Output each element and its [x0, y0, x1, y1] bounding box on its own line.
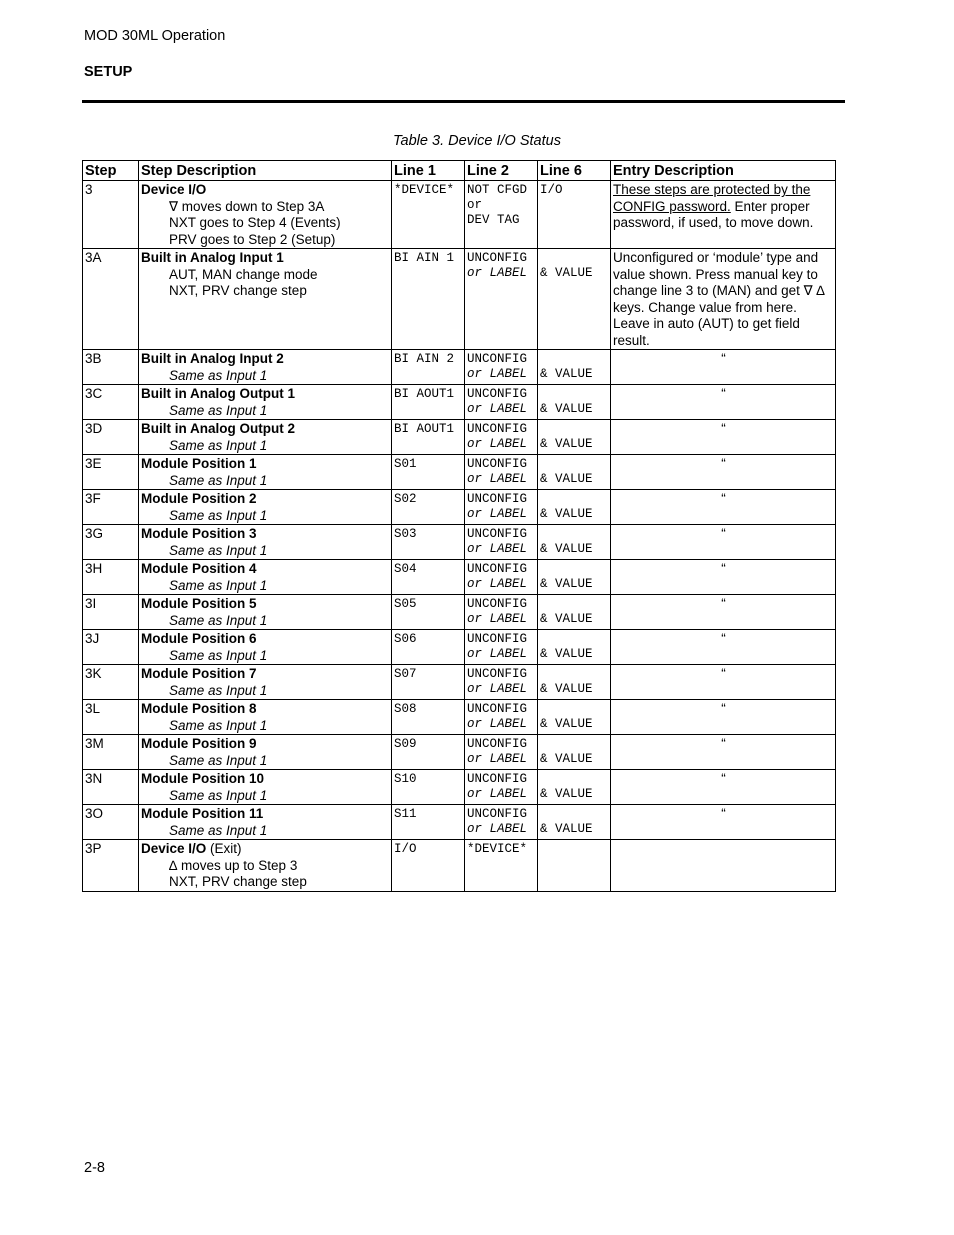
step-title — [141, 456, 390, 473]
step-title-text: Built in Analog Input 1 — [141, 250, 284, 265]
line1-cell: S09 — [392, 735, 465, 770]
entry-text: “ — [721, 736, 726, 751]
step-description-cell — [139, 420, 392, 455]
line6-cell: & VALUE — [538, 560, 611, 595]
line6-cell: & VALUE — [538, 385, 611, 420]
step-cell: 3M — [83, 735, 139, 770]
line2-cell — [465, 770, 538, 805]
line2-text: or LABEL — [467, 612, 528, 626]
line2-text: UNCONFIG — [467, 632, 528, 646]
step-cell: 3H — [83, 560, 139, 595]
step-description-cell — [139, 385, 392, 420]
table-row — [83, 840, 836, 892]
table-row — [83, 249, 836, 350]
line2-text: or LABEL — [467, 472, 528, 486]
line1-cell: S04 — [392, 560, 465, 595]
line2-text: or LABEL — [467, 787, 528, 801]
table-row — [83, 420, 836, 455]
step-description-cell — [139, 181, 392, 249]
line2-cell — [465, 350, 538, 385]
line2-cell — [465, 560, 538, 595]
step-title-text: Module Position 2 — [141, 491, 257, 506]
step-subline: Same as Input 1 — [169, 367, 268, 383]
step-subline: NXT, PRV change step — [169, 283, 307, 298]
table-caption: Table 3. Device I/O Status — [393, 133, 561, 149]
step-cell: 3A — [83, 249, 139, 350]
line2-cell — [465, 595, 538, 630]
line1-cell: S03 — [392, 525, 465, 560]
step-subline: Same as Input 1 — [169, 717, 268, 733]
entry-description-cell — [611, 249, 836, 350]
step-title — [141, 421, 390, 438]
column-header: Step Description — [139, 161, 392, 181]
entry-text: “ — [721, 701, 726, 716]
column-header: Line 1 — [392, 161, 465, 181]
line6-cell: & VALUE — [538, 735, 611, 770]
table-row — [83, 595, 836, 630]
step-title — [141, 526, 390, 543]
step-description-cell — [139, 525, 392, 560]
step-title-text: Module Position 5 — [141, 596, 257, 611]
line2-text: UNCONFIG — [467, 422, 528, 436]
entry-text: Unconfigured or ‘module’ type and value shown. Press manual key to change line 3 to (MAN) and get ∇ ∆ keys. Change value from here. Leave in auto (AUT) to get field result. — [613, 250, 825, 348]
entry-description-cell — [611, 805, 836, 840]
line2-cell — [465, 420, 538, 455]
step-cell: 3F — [83, 490, 139, 525]
table-row — [83, 350, 836, 385]
line2-text: UNCONFIG — [467, 251, 528, 265]
step-title-text: Module Position 8 — [141, 701, 257, 716]
table-row — [83, 385, 836, 420]
step-description-cell — [139, 560, 392, 595]
step-subline: Same as Input 1 — [169, 752, 268, 768]
table-row — [83, 665, 836, 700]
step-subline: Same as Input 1 — [169, 787, 268, 803]
line1-cell: S07 — [392, 665, 465, 700]
entry-description-cell — [611, 630, 836, 665]
table-row — [83, 525, 836, 560]
line1-cell: S01 — [392, 455, 465, 490]
entry-text: “ — [721, 666, 726, 681]
line2-text: or LABEL — [467, 507, 528, 521]
step-title — [141, 701, 390, 718]
step-title — [141, 182, 390, 199]
step-cell: 3J — [83, 630, 139, 665]
line6-cell: & VALUE — [538, 420, 611, 455]
line2-cell — [465, 455, 538, 490]
table-row — [83, 735, 836, 770]
entry-description-cell — [611, 735, 836, 770]
step-subline: NXT, PRV change step — [169, 874, 307, 889]
step-title-text: Device I/O — [141, 841, 207, 856]
header-rule — [82, 100, 845, 103]
step-subline: Same as Input 1 — [169, 822, 268, 838]
line6-cell — [538, 840, 611, 892]
step-description-cell — [139, 595, 392, 630]
table-row — [83, 700, 836, 735]
entry-description-cell — [611, 595, 836, 630]
entry-description-cell — [611, 350, 836, 385]
step-cell: 3O — [83, 805, 139, 840]
step-cell: 3C — [83, 385, 139, 420]
line6-cell: & VALUE — [538, 455, 611, 490]
entry-text: “ — [721, 631, 726, 646]
column-header: Step — [83, 161, 139, 181]
entry-description-cell — [611, 385, 836, 420]
step-subline: Same as Input 1 — [169, 472, 268, 488]
line2-text: UNCONFIG — [467, 352, 528, 366]
step-title-text: Built in Analog Input 2 — [141, 351, 284, 366]
step-subline: Same as Input 1 — [169, 542, 268, 558]
table-row — [83, 455, 836, 490]
step-title — [141, 666, 390, 683]
entry-text: “ — [721, 771, 726, 786]
step-title-text: Module Position 6 — [141, 631, 257, 646]
step-description-cell — [139, 840, 392, 892]
entry-text: “ — [721, 596, 726, 611]
step-cell: 3G — [83, 525, 139, 560]
step-title — [141, 250, 390, 267]
line2-cell — [465, 249, 538, 350]
line2-cell — [465, 630, 538, 665]
document-title: MOD 30ML Operation — [84, 28, 226, 44]
step-title-text: Module Position 9 — [141, 736, 257, 751]
entry-text: Enter proper password, if used, to move down. — [613, 198, 814, 230]
entry-text: “ — [721, 421, 726, 436]
line2-text: or LABEL — [467, 717, 528, 731]
step-subline: Same as Input 1 — [169, 647, 268, 663]
table-header-row — [83, 161, 836, 181]
page-number: 2-8 — [84, 1160, 105, 1176]
step-subline: Same as Input 1 — [169, 437, 268, 453]
line2-text: or LABEL — [467, 682, 528, 696]
line6-cell: & VALUE — [538, 595, 611, 630]
step-title — [141, 351, 390, 368]
step-title — [141, 736, 390, 753]
line1-cell: BI AIN 2 — [392, 350, 465, 385]
step-description-cell — [139, 350, 392, 385]
step-cell: 3P — [83, 840, 139, 892]
step-title-text: Device I/O — [141, 182, 207, 197]
line6-cell: & VALUE — [538, 490, 611, 525]
table-row — [83, 181, 836, 249]
line2-cell — [465, 840, 538, 892]
line2-cell — [465, 490, 538, 525]
step-title — [141, 771, 390, 788]
line6-cell: & VALUE — [538, 700, 611, 735]
step-title — [141, 561, 390, 578]
step-description-cell — [139, 665, 392, 700]
step-cell: 3I — [83, 595, 139, 630]
step-title-text: Module Position 3 — [141, 526, 257, 541]
line6-cell: & VALUE — [538, 525, 611, 560]
table-row — [83, 490, 836, 525]
line1-cell: S11 — [392, 805, 465, 840]
line2-text: or — [467, 198, 483, 212]
line2-text: UNCONFIG — [467, 387, 528, 401]
line2-cell — [465, 665, 538, 700]
step-cell: 3E — [83, 455, 139, 490]
line6-cell: & VALUE — [538, 350, 611, 385]
line6-cell: & VALUE — [538, 630, 611, 665]
step-subline: ∇ moves down to Step 3A — [169, 198, 325, 214]
step-title — [141, 841, 390, 858]
entry-underlined-text: These steps are protected by the CONFIG password. — [613, 182, 811, 214]
step-title — [141, 806, 390, 823]
step-subline: Same as Input 1 — [169, 402, 268, 418]
line2-text: NOT CFGD — [467, 183, 528, 197]
table-row — [83, 560, 836, 595]
entry-description-cell — [611, 525, 836, 560]
line6-cell: & VALUE — [538, 249, 611, 350]
entry-text: “ — [721, 561, 726, 576]
line1-cell: S05 — [392, 595, 465, 630]
entry-description-cell — [611, 455, 836, 490]
table-row — [83, 630, 836, 665]
step-description-cell — [139, 455, 392, 490]
line2-text: UNCONFIG — [467, 457, 528, 471]
step-subline: Same as Input 1 — [169, 612, 268, 628]
entry-text: “ — [721, 806, 726, 821]
line2-text: UNCONFIG — [467, 597, 528, 611]
line2-text: UNCONFIG — [467, 562, 528, 576]
line2-text: UNCONFIG — [467, 807, 528, 821]
line1-cell: S02 — [392, 490, 465, 525]
line2-text: UNCONFIG — [467, 527, 528, 541]
entry-description-cell — [611, 490, 836, 525]
table-body — [83, 181, 836, 892]
line2-cell — [465, 805, 538, 840]
line6-cell: & VALUE — [538, 665, 611, 700]
entry-text: “ — [721, 456, 726, 471]
line2-cell — [465, 385, 538, 420]
line1-cell: S08 — [392, 700, 465, 735]
step-description-cell — [139, 735, 392, 770]
step-subline: PRV goes to Step 2 (Setup) — [169, 231, 336, 247]
line2-text: DEV TAG — [467, 213, 520, 227]
step-cell: 3L — [83, 700, 139, 735]
step-title-text: Built in Analog Output 2 — [141, 421, 295, 436]
column-header: Line 2 — [465, 161, 538, 181]
step-title — [141, 386, 390, 403]
entry-text: “ — [721, 526, 726, 541]
table-row — [83, 805, 836, 840]
line1-cell: BI AOUT1 — [392, 420, 465, 455]
line2-text: or LABEL — [467, 577, 528, 591]
step-title-text: Module Position 10 — [141, 771, 265, 786]
step-title-text: Module Position 1 — [141, 456, 257, 471]
step-title — [141, 491, 390, 508]
line1-cell: S06 — [392, 630, 465, 665]
step-title — [141, 631, 390, 648]
line2-text: *DEVICE* — [467, 842, 528, 856]
step-cell: 3D — [83, 420, 139, 455]
line2-cell — [465, 735, 538, 770]
table-row — [83, 770, 836, 805]
column-header: Entry Description — [611, 161, 836, 181]
entry-description-cell — [611, 665, 836, 700]
line2-text: or LABEL — [467, 542, 528, 556]
step-title-text: Module Position 4 — [141, 561, 257, 576]
step-cell: 3 — [83, 181, 139, 249]
step-title-text: Module Position 11 — [141, 806, 264, 821]
device-io-status-table — [82, 160, 836, 892]
step-description-cell — [139, 249, 392, 350]
step-description-cell — [139, 805, 392, 840]
line1-cell: BI AOUT1 — [392, 385, 465, 420]
line1-cell: S10 — [392, 770, 465, 805]
column-header: Line 6 — [538, 161, 611, 181]
entry-description-cell — [611, 770, 836, 805]
line2-text: UNCONFIG — [467, 492, 528, 506]
line2-text: or LABEL — [467, 647, 528, 661]
entry-description-cell — [611, 840, 836, 892]
entry-description-cell — [611, 700, 836, 735]
line2-text: UNCONFIG — [467, 772, 528, 786]
step-subline: ∆ moves up to Step 3 — [169, 857, 298, 873]
line6-cell: & VALUE — [538, 805, 611, 840]
entry-description-cell — [611, 181, 836, 249]
line2-cell — [465, 525, 538, 560]
line2-text: or LABEL — [467, 266, 528, 280]
line6-cell: & VALUE — [538, 770, 611, 805]
line2-cell — [465, 181, 538, 249]
line2-cell — [465, 700, 538, 735]
line1-cell: *DEVICE* — [392, 181, 465, 249]
line2-text: or LABEL — [467, 752, 528, 766]
line2-text: UNCONFIG — [467, 737, 528, 751]
entry-text: “ — [721, 386, 726, 401]
step-cell: 3K — [83, 665, 139, 700]
step-subline: NXT goes to Step 4 (Events) — [169, 215, 341, 230]
line1-cell: BI AIN 1 — [392, 249, 465, 350]
step-description-cell — [139, 700, 392, 735]
step-cell: 3N — [83, 770, 139, 805]
line2-text: or LABEL — [467, 437, 528, 451]
step-title-text: Built in Analog Output 1 — [141, 386, 295, 401]
line2-text: or LABEL — [467, 402, 528, 416]
step-title-suffix: (Exit) — [206, 841, 242, 856]
step-title-text: Module Position 7 — [141, 666, 257, 681]
section-heading: SETUP — [84, 64, 133, 80]
step-cell: 3B — [83, 350, 139, 385]
entry-text: “ — [721, 351, 726, 366]
entry-text: “ — [721, 491, 726, 506]
line6-cell: I/O — [538, 181, 611, 249]
step-description-cell — [139, 490, 392, 525]
line1-cell: I/O — [392, 840, 465, 892]
step-subline: Same as Input 1 — [169, 682, 268, 698]
step-description-cell — [139, 630, 392, 665]
step-title — [141, 596, 390, 613]
line2-text: UNCONFIG — [467, 702, 528, 716]
line2-text: or LABEL — [467, 367, 528, 381]
entry-description-cell — [611, 420, 836, 455]
step-description-cell — [139, 770, 392, 805]
step-subline: AUT, MAN change mode — [169, 266, 318, 282]
step-subline: Same as Input 1 — [169, 507, 268, 523]
entry-description-cell — [611, 560, 836, 595]
step-subline: Same as Input 1 — [169, 577, 268, 593]
line2-text: UNCONFIG — [467, 667, 528, 681]
line2-text: or LABEL — [467, 822, 528, 836]
